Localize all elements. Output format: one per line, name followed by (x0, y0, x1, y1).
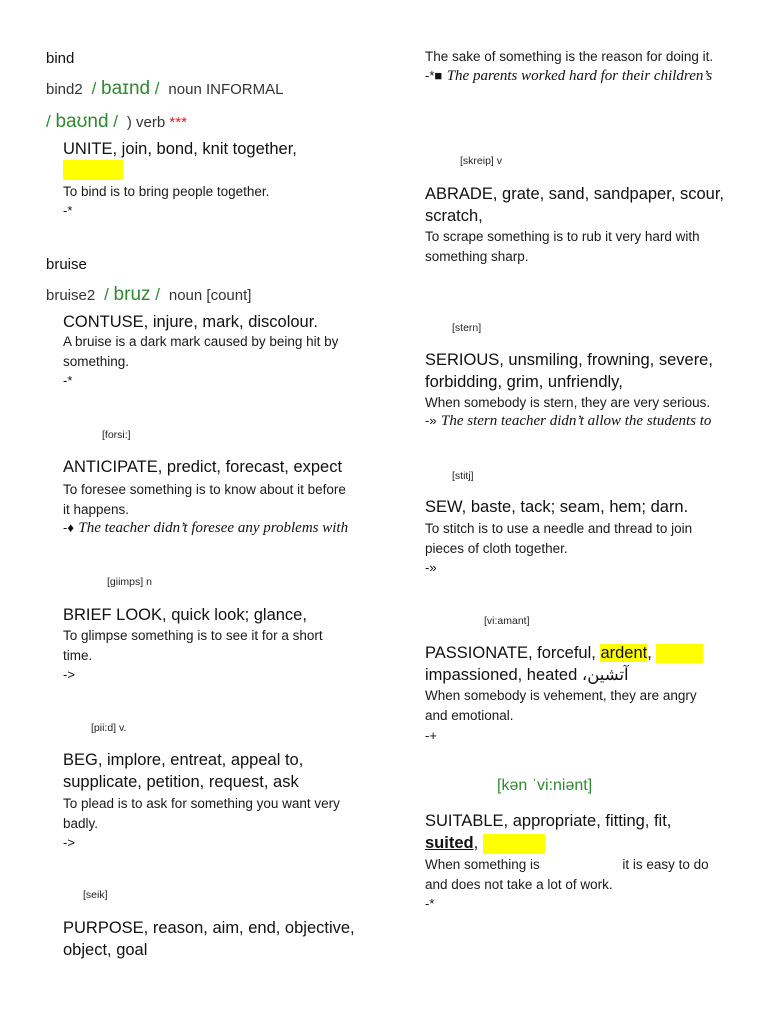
example-marker: -* (63, 373, 73, 388)
synonyms-foresee: ANTICIPATE, predict, forecast, expect (63, 458, 343, 476)
synonyms-stern-1: SERIOUS, unsmiling, frowning, severe, (425, 351, 713, 369)
persian-translation: آتشین، (581, 666, 629, 684)
example-line-sake (425, 67, 712, 85)
synonyms-vehement-2: impassioned, heated آتشین، (425, 666, 629, 684)
example-line-stern (425, 412, 711, 430)
definition-bind: To bind is to bring people together. (63, 184, 270, 199)
example-line-foresee (63, 519, 348, 537)
definition-stern: When somebody is stern, they are very serious. (425, 395, 711, 410)
highlighted-word: ardent (600, 644, 648, 662)
synonyms-glimpse: BRIEF LOOK, quick look; glance, (63, 606, 307, 624)
definition-stitch-1: To stitch is to use a needle and thread to join (425, 521, 693, 536)
definition-sake: The sake of something is the reason for doing it. (425, 49, 714, 64)
definition-bruise-1: A bruise is a dark mark caused by being hit by (63, 334, 339, 349)
definition-plead-1: To plead is to ask for something you want very (63, 796, 340, 811)
definition-convenient-2: and does not take a lot of work. (425, 877, 613, 892)
phonetic-label: [kən ˈvi:niənt] (497, 777, 593, 794)
synonyms-vehement-1: PASSIONATE, forceful, ardent, (425, 642, 703, 664)
definition-glimpse-2: time. (63, 648, 93, 663)
entry-line-bruise: bruise2 / bruz / noun [count] (46, 284, 252, 305)
definition-vehement-1: When somebody is vehement, they are angry (425, 688, 697, 703)
highlight-blank (483, 834, 545, 854)
definition-foresee-2: it happens. (63, 502, 130, 517)
definition-scrape-2: something sharp. (425, 249, 529, 264)
synonyms-sake-2: object, goal (63, 941, 148, 959)
grammar-label: noun [count] (168, 287, 252, 304)
definition-vehement-2: and emotional. (425, 708, 514, 723)
phonetic-label: [stern] (452, 322, 482, 334)
underlined-word: suited (425, 834, 474, 852)
synonyms-plead-1: BEG, implore, entreat, appeal to, (63, 751, 304, 769)
example-marker: -*■ (425, 68, 443, 83)
grammar-label: ) verb (126, 114, 166, 131)
phonetic-label: [vi:amant] (484, 615, 530, 627)
pronunciation: baʊnd (55, 111, 109, 132)
synonyms-convenient-1: SUITABLE, appropriate, fitting, fit, (425, 812, 672, 830)
example-marker: -* (63, 203, 73, 218)
phonetic-label: [forsi:] (102, 429, 131, 441)
entry-line-bind: bind2 / baɪnd / noun INFORMAL (46, 78, 284, 99)
synonyms-bruise: CONTUSE, injure, mark, discolour. (63, 313, 318, 331)
example-marker: -» (425, 560, 437, 575)
example-sentence: The stern teacher didn’t allow the students to (441, 413, 712, 429)
phonetic-label: [pii:d] v. (91, 722, 127, 734)
highlight-blank (63, 160, 123, 180)
example-marker: -> (63, 835, 75, 850)
synonyms-stitch: SEW, baste, tack; seam, hem; darn. (425, 498, 689, 516)
grammar-label: noun INFORMAL (168, 81, 284, 98)
entry-label: bind2 (46, 81, 83, 98)
phonetic-label: [giimps] n (107, 576, 152, 588)
synonyms-scrape-2: scratch, (425, 207, 483, 225)
example-marker: -+ (425, 728, 437, 743)
example-marker: -> (63, 667, 75, 682)
definition-stitch-2: pieces of cloth together. (425, 541, 568, 556)
example-sentence: The teacher didn’t foresee any problems with (78, 520, 349, 536)
synonyms-sake-1: PURPOSE, reason, aim, end, objective, (63, 919, 355, 937)
highlight-blank (656, 644, 703, 663)
entry-label: bruise2 (46, 287, 96, 304)
phonetic-label: [seik] (83, 889, 108, 901)
frequency-stars: *** (169, 114, 187, 131)
pronunciation: baɪnd (101, 78, 151, 99)
synonyms-scrape-1: ABRADE, grate, sand, sandpaper, scour, (425, 185, 725, 203)
example-marker: -♦ (63, 520, 74, 535)
definition-foresee-1: To foresee something is to know about it before (63, 482, 346, 497)
phonetic-label: [skreip] v (460, 155, 503, 167)
pronunciation: bruz (113, 284, 151, 305)
definition-convenient-1: When something is it is easy to do (425, 857, 709, 872)
example-marker: -» (425, 413, 437, 428)
synonyms-stern-2: forbidding, grim, unfriendly, (425, 373, 623, 391)
headword-bruise: bruise (46, 256, 87, 273)
phonetic-label: [stitj] (452, 470, 474, 482)
synonyms-plead-2: supplicate, petition, request, ask (63, 773, 299, 791)
definition-scrape-1: To scrape something is to rub it very hard with (425, 229, 700, 244)
headword-bind: bind (46, 50, 75, 67)
example-marker: -* (425, 896, 435, 911)
synonyms-convenient-2: suited, (425, 832, 545, 854)
definition-plead-2: badly. (63, 816, 99, 831)
definition-bruise-2: something. (63, 354, 130, 369)
example-sentence: The parents worked hard for their children’s (446, 68, 713, 84)
definition-glimpse-1: To glimpse something is to see it for a short (63, 628, 323, 643)
synonyms-bind: UNITE, join, bond, knit together, (63, 140, 297, 158)
entry-line-bind-verb: / baʊnd / ) verb *** (46, 111, 187, 132)
